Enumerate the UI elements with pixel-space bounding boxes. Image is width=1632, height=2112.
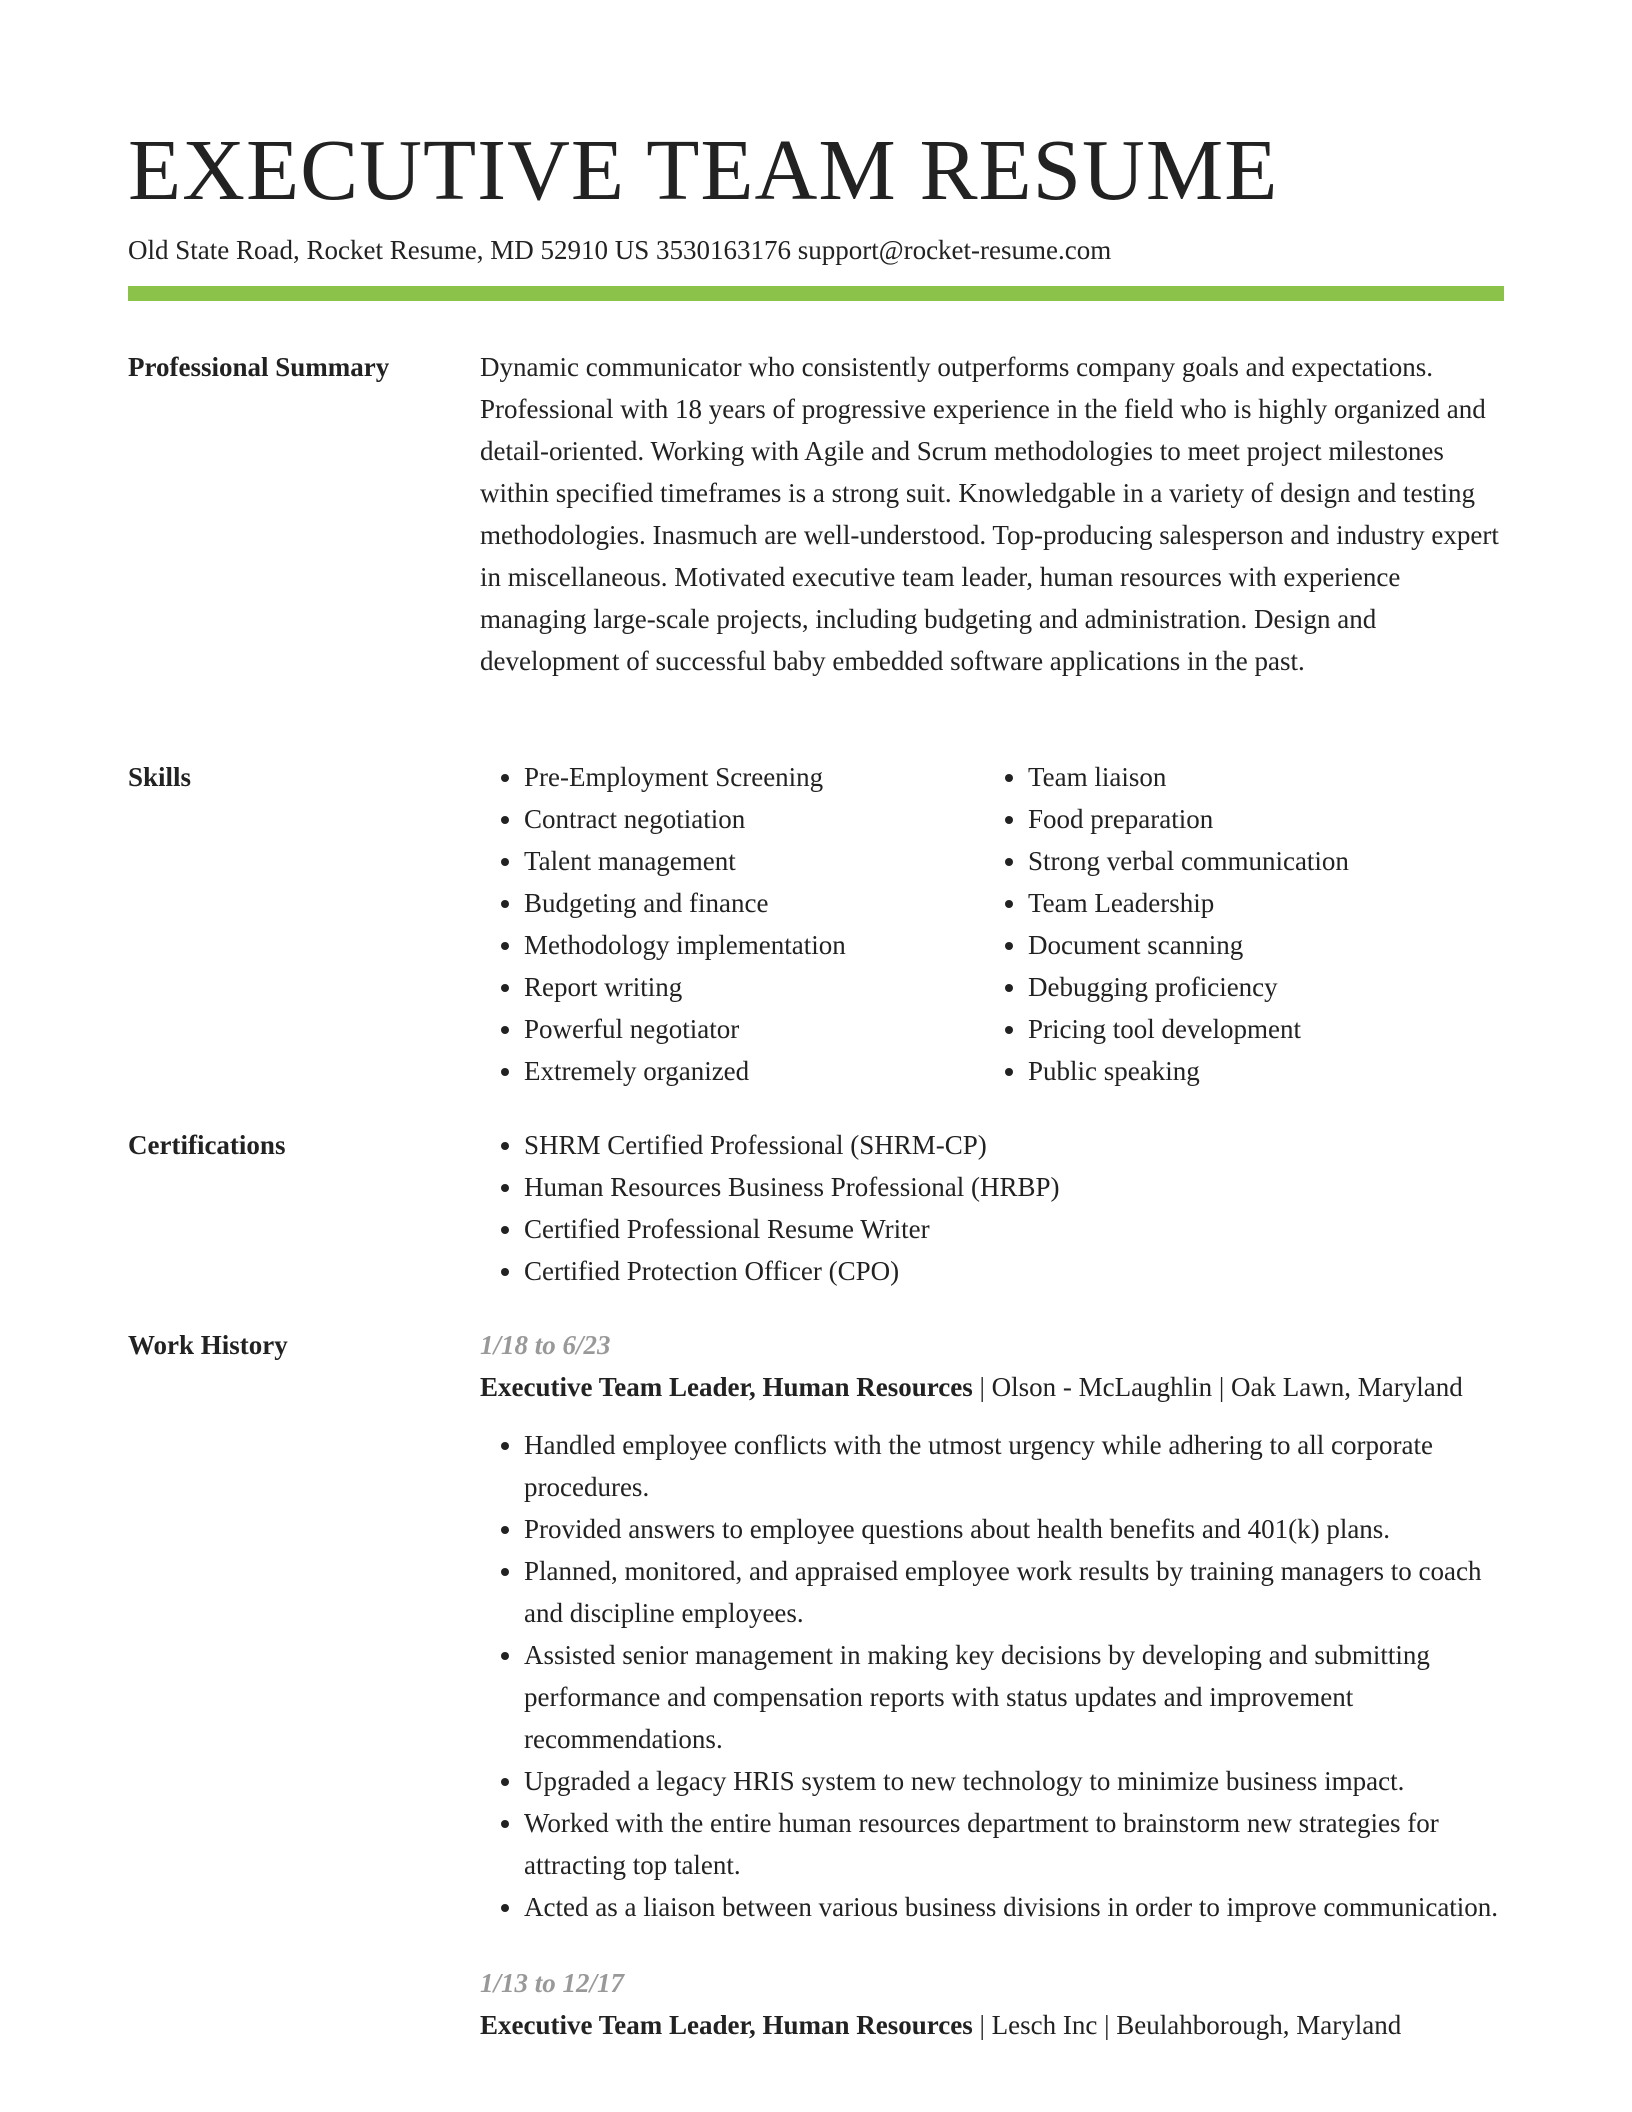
job-bullet: • Handled employee conflicts with the utmost urgency while adhering to all corporate procedures. xyxy=(524,1424,1504,1508)
skill-item: • Pricing tool development xyxy=(1028,1008,1548,1050)
skill-item: • Team Leadership xyxy=(1028,882,1548,924)
skill-item: • Powerful negotiator xyxy=(524,1008,984,1050)
job-date: 1/13 to 12/17 xyxy=(480,1968,625,1998)
skill-item: • Food preparation xyxy=(1028,798,1548,840)
job-bullet: • Upgraded a legacy HRIS system to new technology to minimize business impact. xyxy=(524,1760,1504,1802)
contact-line: Old State Road, Rocket Resume, MD 52910 US 3530163176 support@rocket-resume.com xyxy=(128,235,1112,265)
skill-item: • Contract negotiation xyxy=(524,798,984,840)
skill-item: • Pre-Employment Screening xyxy=(524,756,984,798)
skills-list-left xyxy=(480,756,984,1092)
skills-list-right xyxy=(984,756,1548,1092)
skill-item: • Extremely organized xyxy=(524,1050,984,1092)
certifications-list xyxy=(480,1124,1504,1292)
summary-text: Dynamic communicator who consistently outperforms company goals and expectations. Professional with 18 years of progressive experience in the field who is highly organized and detail-oriented. Working with Agile and Scrum methodologies to meet project milestones within specified timeframes is a strong suit. Knowledgable in a variety of design and testing methodologies. Inasmuch are well-understood. Top-producing salesperson and industry expert in miscellaneous. Motivated executive team leader, human resources with experience managing large-scale projects, including budgeting and administration. Design and development of successful baby embedded software applications in the past. xyxy=(480,352,1499,676)
skill-item: • Budgeting and finance xyxy=(524,882,984,924)
certification-item: • Certified Protection Officer (CPO) xyxy=(524,1250,1504,1292)
resume-title: EXECUTIVE TEAM RESUME xyxy=(128,121,1279,218)
certifications-body xyxy=(480,1124,1504,1292)
job-details: | Olson - McLaughlin | Oak Lawn, Maryland xyxy=(972,1372,1463,1402)
skill-item: • Strong verbal communication xyxy=(1028,840,1548,882)
certification-item: • SHRM Certified Professional (SHRM-CP) xyxy=(524,1124,1504,1166)
certifications-label: Certifications xyxy=(128,1130,286,1160)
skill-item: • Public speaking xyxy=(1028,1050,1548,1092)
job-bullets xyxy=(480,1424,1504,1928)
skill-item: • Debugging proficiency xyxy=(1028,966,1548,1008)
job-date: 1/18 to 6/23 xyxy=(480,1330,611,1360)
work-body xyxy=(480,1324,1504,2080)
skills-body xyxy=(480,756,1504,1092)
summary-label: Professional Summary xyxy=(128,352,390,382)
work-label: Work History xyxy=(128,1330,288,1360)
skill-item: • Document scanning xyxy=(1028,924,1548,966)
header-accent-rule xyxy=(128,286,1504,301)
summary-body xyxy=(480,346,1504,682)
job-title: Executive Team Leader, Human Resources xyxy=(480,1372,973,1402)
job-entry xyxy=(480,1962,1504,2046)
job-bullet: • Planned, monitored, and appraised employee work results by training managers to coach and discipline employees. xyxy=(524,1550,1504,1634)
skill-item: • Methodology implementation xyxy=(524,924,984,966)
certification-item: • Human Resources Business Professional (HRBP) xyxy=(524,1166,1504,1208)
job-title: Executive Team Leader, Human Resources xyxy=(480,2010,973,2040)
job-bullet: • Worked with the entire human resources department to brainstorm new strategies for attracting top talent. xyxy=(524,1802,1504,1886)
skill-item: • Talent management xyxy=(524,840,984,882)
skill-item: • Team liaison xyxy=(1028,756,1548,798)
certification-item: • Certified Professional Resume Writer xyxy=(524,1208,1504,1250)
skill-item: • Report writing xyxy=(524,966,984,1008)
skills-label: Skills xyxy=(128,762,192,792)
job-bullet: • Acted as a liaison between various business divisions in order to improve communication. xyxy=(524,1886,1504,1928)
job-entry xyxy=(480,1324,1504,1928)
job-details: | Lesch Inc | Beulahborough, Maryland xyxy=(972,2010,1402,2040)
job-heading xyxy=(480,1366,1504,1408)
job-bullet: • Provided answers to employee questions about health benefits and 401(k) plans. xyxy=(524,1508,1504,1550)
job-heading xyxy=(480,2004,1504,2046)
job-bullet: • Assisted senior management in making key decisions by developing and submitting performance and compensation reports with status updates and improvement recommendations. xyxy=(524,1634,1504,1760)
